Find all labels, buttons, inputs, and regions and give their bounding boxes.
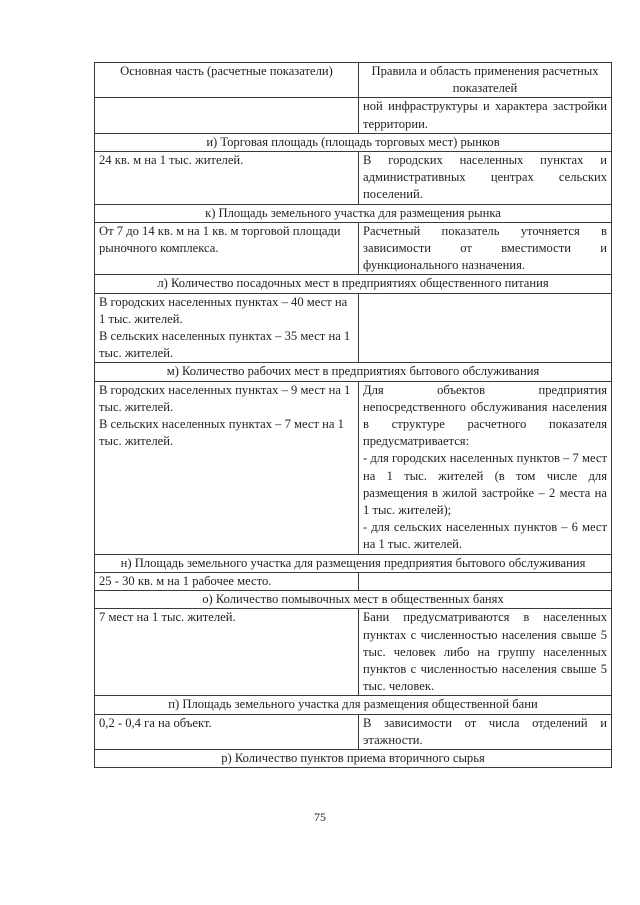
table-row [95, 222, 612, 275]
column-header-rules-and-scope: Правила и область применения расчетных показателей [359, 63, 612, 98]
section-heading-row [95, 591, 612, 609]
section-heading-row [95, 696, 612, 714]
section-heading: м) Количество рабочих мест в предприятиях бытового обслуживания [95, 363, 612, 381]
section-heading: н) Площадь земельного участка для размещения предприятия бытового обслуживания [95, 554, 612, 572]
table-header-row [95, 63, 612, 98]
section-heading-row [95, 749, 612, 767]
rules-cell: ной инфраструктуры и характера застройки территории. [359, 98, 612, 133]
table-row [95, 572, 612, 590]
rules-cell [359, 572, 612, 590]
indicator-value-cell: 7 мест на 1 тыс. жителей. [95, 609, 359, 696]
table-row [95, 609, 612, 696]
indicator-value-cell: 0,2 - 0,4 га на объект. [95, 714, 359, 749]
column-header-calculated-indicators: Основная часть (расчетные показатели) [95, 63, 359, 98]
section-heading: р) Количество пунктов приема вторичного сырья [95, 749, 612, 767]
rules-cell: В зависимости от числа отделений и этажности. [359, 714, 612, 749]
section-heading: п) Площадь земельного участка для размещения общественной бани [95, 696, 612, 714]
section-heading-row [95, 133, 612, 151]
rules-cell [359, 293, 612, 363]
indicator-value-cell: В городских населенных пунктах – 40 мест на 1 тыс. жителей. В сельских населенных пунктах – 35 мест на 1 тыс. жителей. [95, 293, 359, 363]
page-number: 75 [314, 810, 326, 824]
rules-cell: В городских населенных пунктах и административных центрах сельских поселений. [359, 152, 612, 205]
section-heading: о) Количество помывочных мест в общественных банях [95, 591, 612, 609]
indicator-value-cell: В городских населенных пунктах – 9 мест на 1 тыс. жителей. В сельских населенных пунктах – 7 мест на 1 тыс. жителей. [95, 381, 359, 554]
table-row [95, 381, 612, 554]
table-row [95, 152, 612, 205]
section-heading: л) Количество посадочных мест в предприятиях общественного питания [95, 275, 612, 293]
section-heading: и) Торговая площадь (площадь торговых мест) рынков [95, 133, 612, 151]
rules-cell: Для объектов предприятия непосредственного обслуживания населения в структуре расчетного показателя предусматривается: - для городских населенных пунктов – 7 мест на 1 тыс. жителей (в том числе для размещения в жилой застройке – 2 места на 1 тыс. жителей); - для сельских населенных пунктов – 6 мест на 1 тыс. жителей. [359, 381, 612, 554]
table-row [95, 98, 612, 133]
section-heading-row [95, 363, 612, 381]
standards-table [94, 62, 612, 768]
table-row [95, 293, 612, 363]
section-heading-row [95, 275, 612, 293]
table-row [95, 714, 612, 749]
rules-cell: Расчетный показатель уточняется в зависимости от вместимости и функционального назначения. [359, 222, 612, 275]
section-heading-row [95, 554, 612, 572]
indicator-value-cell: 25 - 30 кв. м на 1 рабочее место. [95, 572, 359, 590]
section-heading-row [95, 204, 612, 222]
section-heading: к) Площадь земельного участка для размещения рынка [95, 204, 612, 222]
indicator-value-cell: От 7 до 14 кв. м на 1 кв. м торговой площади рыночного комплекса. [95, 222, 359, 275]
indicator-value-cell: 24 кв. м на 1 тыс. жителей. [95, 152, 359, 205]
indicator-value-cell [95, 98, 359, 133]
rules-cell: Бани предусматриваются в населенных пунктах с численностью населения свыше 5 тыс. человек либо на группу населенных пунктов с численностью населения свыше 5 тыс. человек. [359, 609, 612, 696]
